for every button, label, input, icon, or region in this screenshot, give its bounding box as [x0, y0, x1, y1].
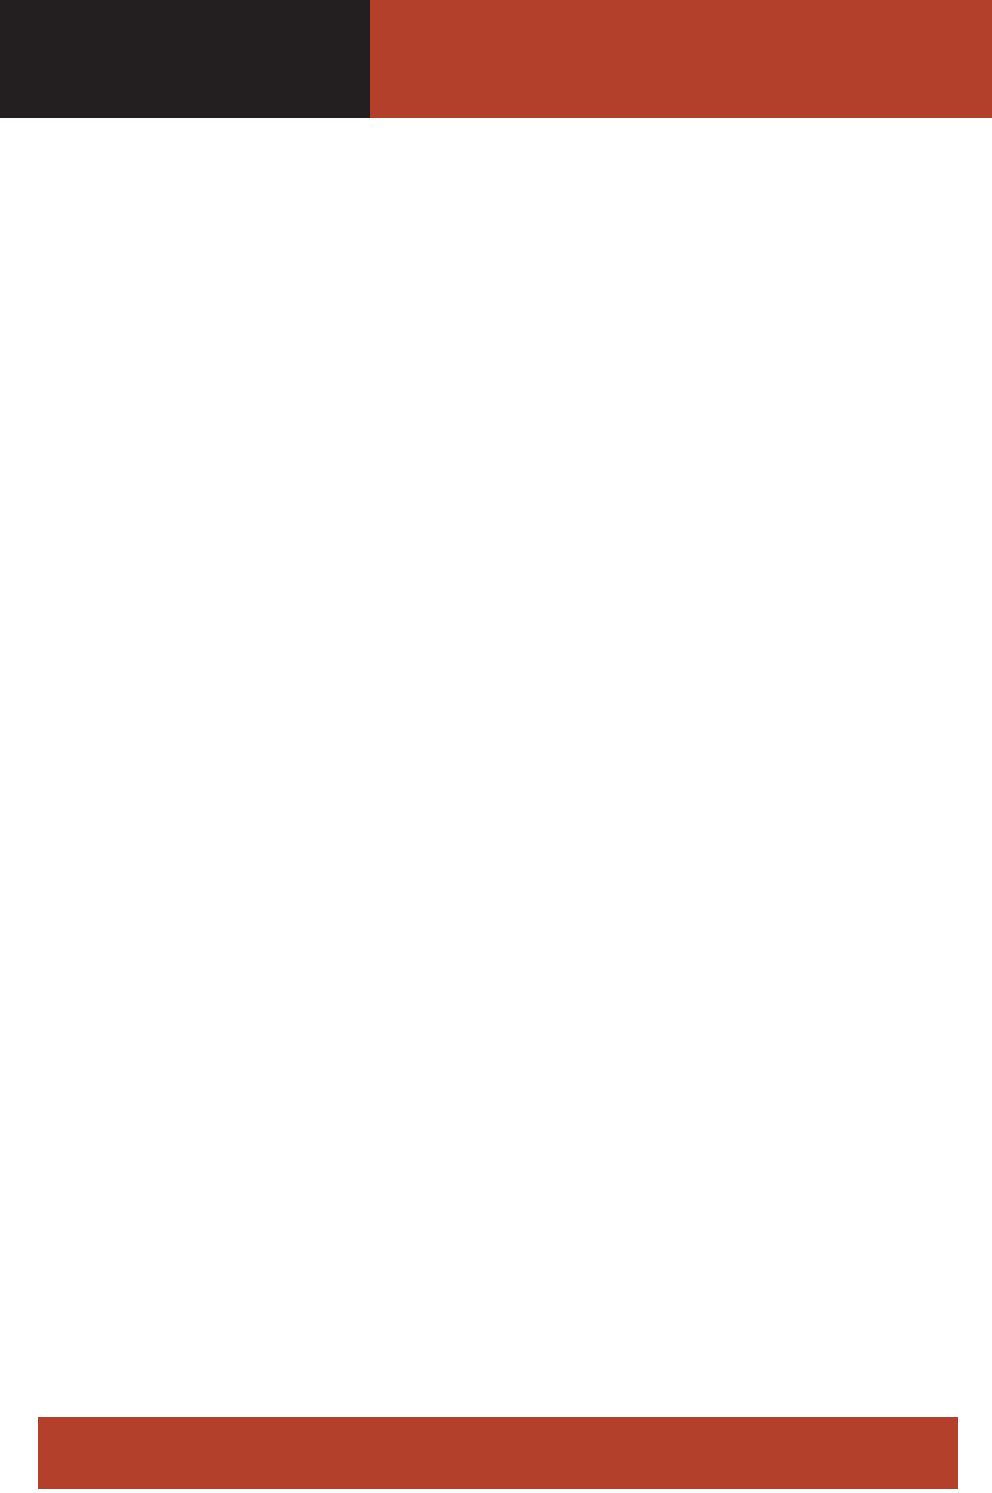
month-panel: [0, 0, 370, 118]
page-header: [0, 0, 992, 118]
page-footer: [38, 1417, 958, 1489]
theatre-panel: [370, 0, 992, 118]
